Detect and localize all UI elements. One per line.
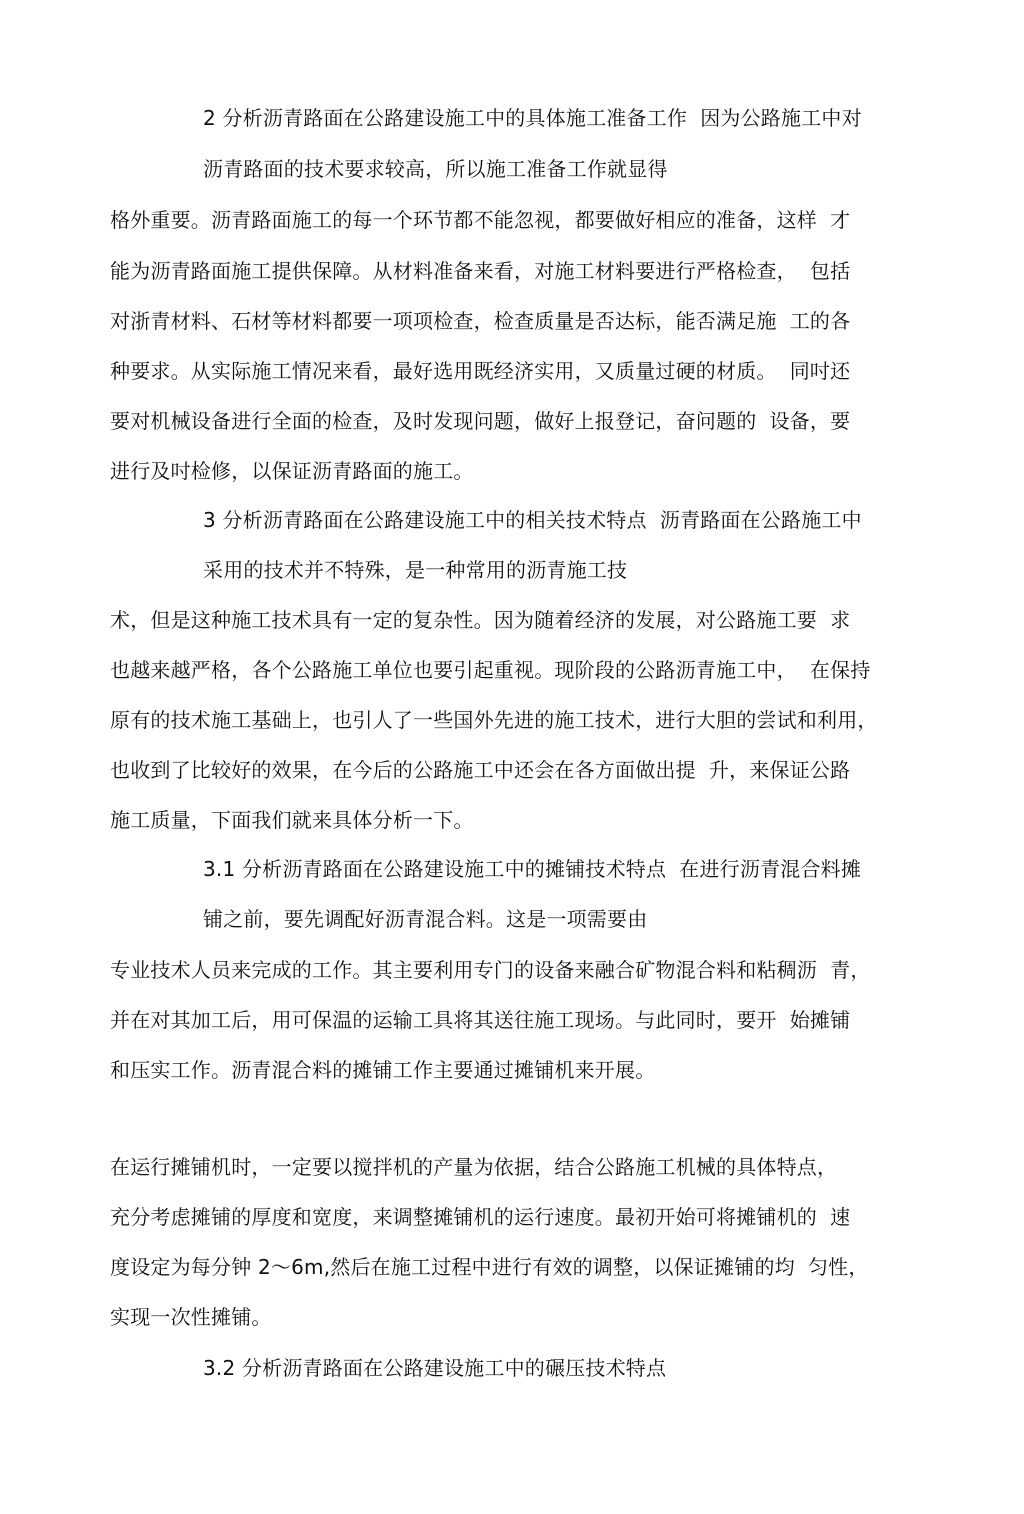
text-line: 实现一次性摊铺。: [110, 1305, 272, 1329]
text-line: 进行及吋检修，以保证沥青路面的施工。: [110, 459, 474, 483]
text-line: 原有的技术施工基础上，也引人了一些国外先进的施工技术，进行大胆的尝试和利用，: [110, 708, 878, 732]
text-line: 充分考虑摊铺的厚度和宽度，来调整摊铺机的运行速度。最初开始可将摊铺机的 速: [110, 1205, 851, 1229]
text-line: 也收到了比较好的效果，在今后的公路施工中还会在各方面做出提 升，来保证公路: [110, 758, 851, 782]
text-line: 沥青路面的技术要求较高，所以施工准备工作就显得: [203, 157, 668, 181]
text-line: 3.2 分析沥青路面在公路建设施工中的碾压技术特点: [203, 1356, 667, 1380]
text-line: 2 分析沥青路面在公路建设施工中的具体施工准备工作 因为公路施工中对: [203, 106, 862, 130]
text-line: 也越来越严格，各个公路施工单位也要引起重视。现阶段的公路沥青施工中， 在保持: [110, 658, 871, 682]
text-line: 3 分析沥青路面在公路建设施工中的相关技术特点 沥青路面在公路施工中: [203, 508, 862, 532]
text-line: 术，但是这种施工技术具有一定的复杂性。因为随着经济的发展，对公路施工要 求: [110, 608, 851, 632]
text-line: 铺之前，要先调配好沥青混合料。这是一项需要由: [203, 907, 648, 931]
text-line: 种要求。从实际施工情况来看，最好选用既经济实用，又质量过硬的材质。 同吋还: [110, 359, 851, 383]
text-line: 和压实工作。沥青混合料的摊铺工作主要通过摊铺机来开展。: [110, 1058, 656, 1082]
text-line: 要对机械设备进行全面的检查，及时发现问题，做好上报登记，奋问题的 设备，要: [110, 409, 851, 433]
text-line: 施工质量，下面我们就来具体分析一下。: [110, 808, 474, 832]
text-line: 度设定为每分钟 2～6m,然后在施工过程中进行有效的调整，以保证摊铺的均 匀性，: [110, 1255, 869, 1279]
text-line: 采用的技术并不特殊，是一种常用的沥青施工技: [203, 558, 628, 582]
text-line: 专业技术人员来完成的工作。其主要利用专门的设备来融合矿物混合料和粘稠沥 青，: [110, 958, 871, 982]
text-line: 能为沥青路面施工提供保障。从材料准备来看，对施工材料要进行严格检查， 包括: [110, 259, 851, 283]
text-line: 并在对其加工后，用可保温的运输工具将其送往施工现场。与此同时，要开 始摊铺: [110, 1008, 851, 1032]
text-line: 格外重要。沥青路面施工的每一个环节都不能忽视，都要做好相应的准备，这样 才: [110, 208, 851, 232]
text-line: 在运行摊铺机时，一定要以搅拌机的产量为依据，结合公路施工机械的具体特点，: [110, 1155, 838, 1179]
text-line: 3.1 分析沥青路面在公路建设施工中的摊铺技术特点 在进行沥青混合料摊: [203, 857, 862, 881]
text-line: 对浙青材料、石材等材料都要一项项检查，检查质量是否达标，能否满足施 工的各: [110, 309, 851, 333]
